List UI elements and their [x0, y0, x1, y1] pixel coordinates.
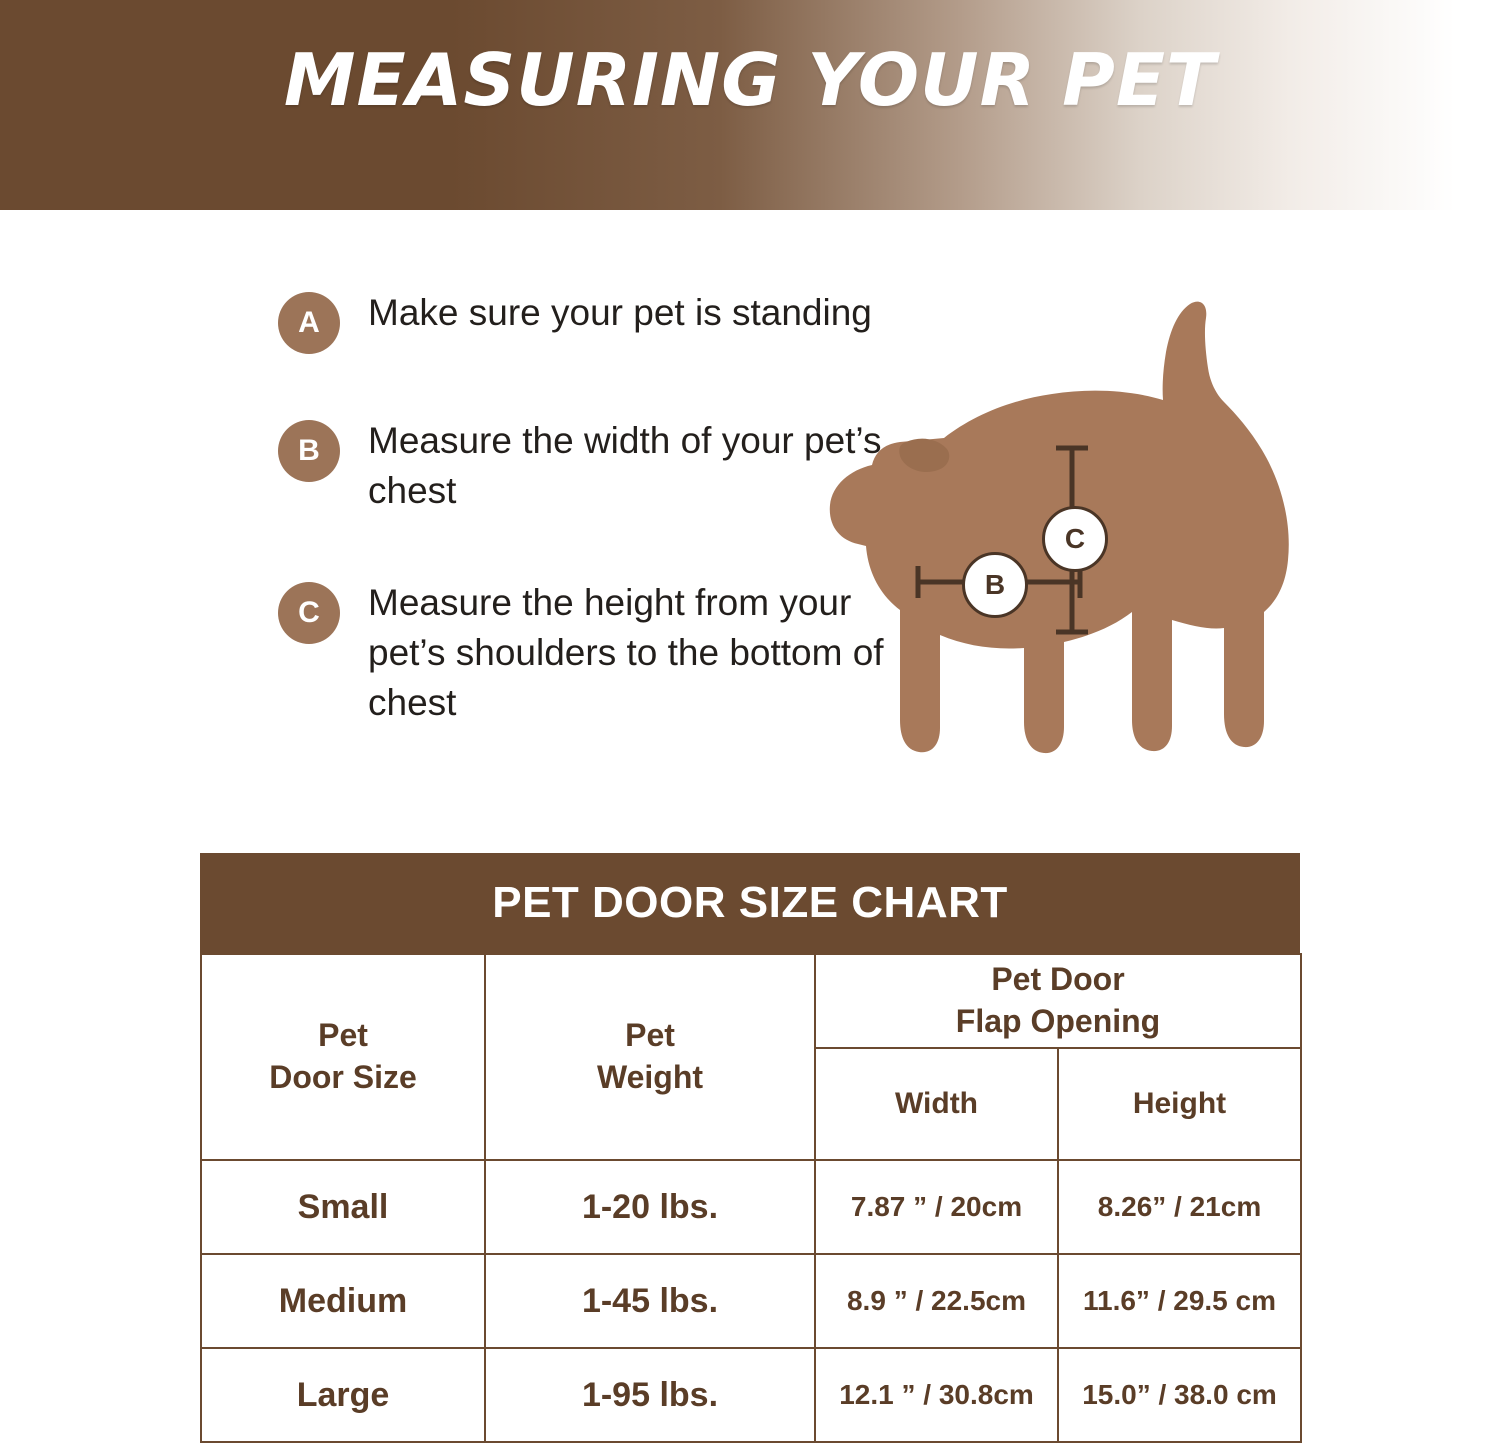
step-badge-b: B [278, 420, 340, 482]
col-header-flap-width: Width [815, 1048, 1058, 1160]
table-row [201, 1254, 1301, 1348]
cell-flap-width: 12.1 ” / 30.8cm [815, 1348, 1058, 1442]
col-header-weight-line1: Pet [625, 1017, 675, 1054]
cell-flap-height: 15.0” / 38.0 cm [1058, 1348, 1301, 1442]
dog-measurement-diagram [780, 290, 1340, 820]
col-header-door-size-line1: Pet [318, 1017, 368, 1054]
marker-b: B [962, 552, 1028, 618]
cell-flap-width: 7.87 ” / 20cm [815, 1160, 1058, 1254]
cell-weight: 1-20 lbs. [485, 1160, 815, 1254]
cell-size: Medium [201, 1254, 485, 1348]
col-header-door-size-line2: Door Size [269, 1059, 417, 1095]
col-header-door-size [201, 954, 485, 1160]
table-header-row [201, 954, 1301, 1048]
cell-size: Small [201, 1160, 485, 1254]
step-text-b: Measure the width of your pet’s chest [368, 420, 882, 511]
cell-flap-width: 8.9 ” / 22.5cm [815, 1254, 1058, 1348]
col-header-flap-line1: Pet Door [991, 961, 1125, 998]
step-badge-c: C [278, 582, 340, 644]
table-row [201, 1160, 1301, 1254]
page-title: MEASURING YOUR PET [283, 38, 1217, 122]
col-header-weight-line2: Weight [596, 1059, 704, 1095]
cell-weight: 1-95 lbs. [485, 1348, 815, 1442]
cell-size: Large [201, 1348, 485, 1442]
marker-c: C [1042, 506, 1108, 572]
col-header-flap-height: Height [1058, 1048, 1301, 1160]
col-header-flap-opening [815, 954, 1301, 1048]
step-badge-a: A [278, 292, 340, 354]
cell-flap-height: 8.26” / 21cm [1058, 1160, 1301, 1254]
table-row [201, 1348, 1301, 1442]
col-header-flap-line2: Flap Opening [955, 1003, 1161, 1039]
cell-weight: 1-45 lbs. [485, 1254, 815, 1348]
size-chart-title: PET DOOR SIZE CHART [492, 878, 1008, 927]
header-banner [0, 0, 1500, 210]
cell-flap-height: 11.6” / 29.5 cm [1058, 1254, 1301, 1348]
step-text-c: Measure the height from your pet’s shoulders to the bottom of chest [368, 581, 884, 723]
size-chart-header [200, 853, 1300, 953]
pet-door-size-table [200, 953, 1302, 1443]
col-header-weight [485, 954, 815, 1160]
step-text-a: Make sure your pet is standing [368, 292, 872, 333]
size-chart-section [200, 853, 1300, 1443]
